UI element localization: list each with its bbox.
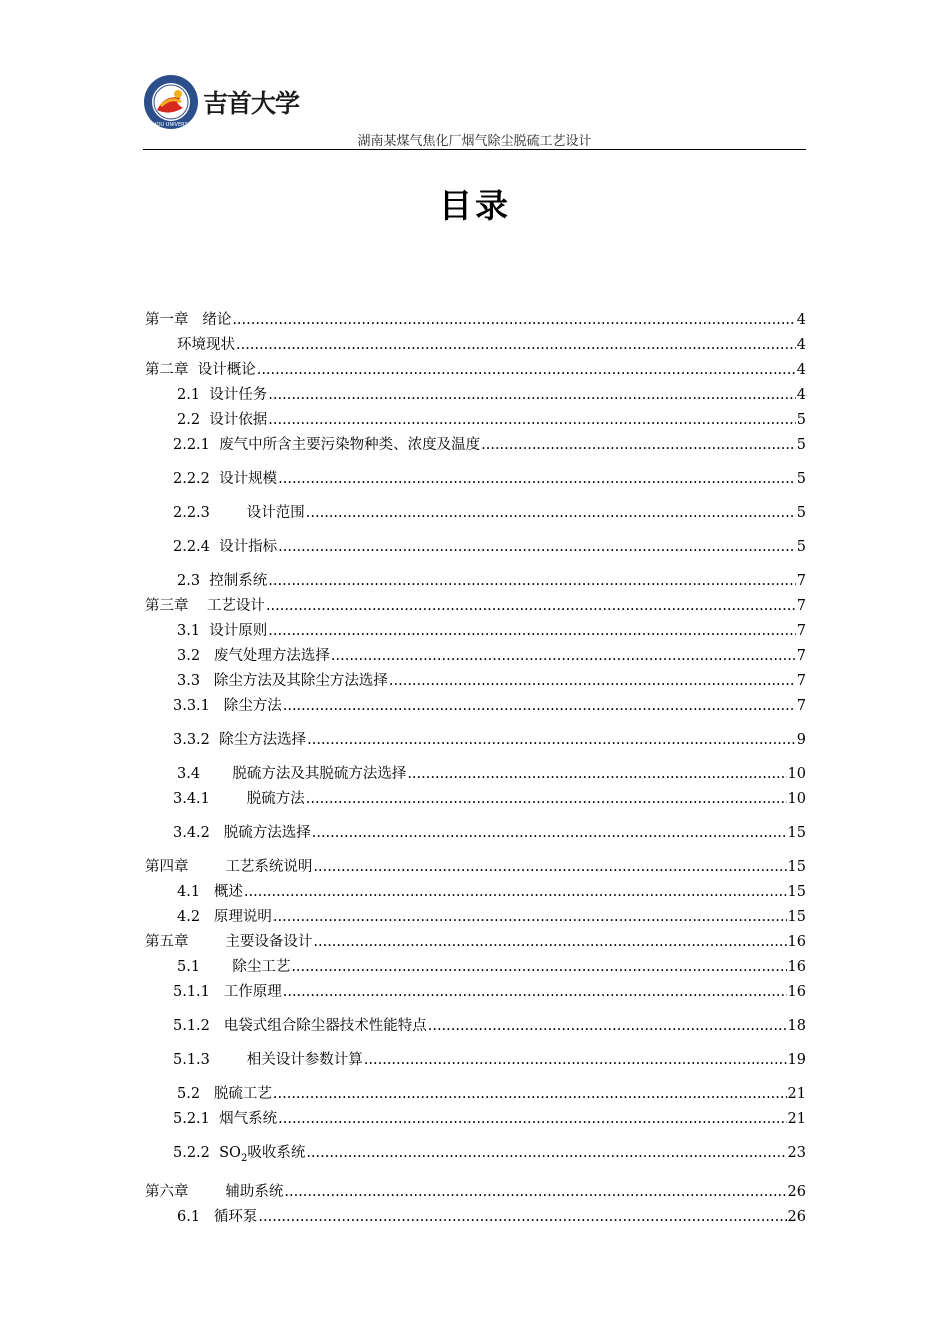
toc-entry-number: 2.2.3 [173, 505, 210, 521]
toc-entry-spacing [210, 1107, 219, 1132]
toc-entry-number: 3.1 [177, 623, 201, 639]
toc-entry-label: 绪论 [202, 312, 232, 328]
toc-entry-spacing [189, 594, 207, 619]
toc-entry-label-prefix: SO [219, 1145, 241, 1161]
toc-entry[interactable] [145, 594, 806, 619]
toc-entry-label: 环境现状 [177, 337, 235, 353]
toc-entry-spacing [210, 467, 219, 492]
toc-entry-page: 21 [787, 1111, 806, 1127]
toc-entry-number: 第四章 [145, 859, 189, 875]
toc-entry[interactable] [145, 333, 806, 358]
toc-entry-number: 3.3.1 [173, 698, 210, 714]
toc-entry-label: 脱硫方法选择 [223, 825, 311, 841]
toc-entry-spacing [200, 905, 214, 930]
toc-entry-spacing [210, 821, 224, 846]
toc-entry-label: 设计规模 [219, 471, 278, 487]
toc-entry-spacing [200, 669, 214, 694]
toc-entry-spacing [210, 980, 224, 1005]
toc-entry-page: 9 [796, 732, 806, 748]
toc-entry-number: 4.2 [177, 909, 201, 925]
toc-entry[interactable] [145, 1014, 806, 1039]
toc-entry-number: 6.1 [177, 1208, 201, 1225]
toc-dot-leader [428, 1014, 787, 1039]
toc-dot-leader [313, 855, 786, 880]
toc-entry-page: 15 [787, 909, 806, 925]
toc-entry-page: 16 [787, 934, 806, 950]
toc-entry-page: 19 [787, 1052, 806, 1068]
toc-entry-spacing [189, 1180, 226, 1205]
toc-entry-number: 3.3.2 [173, 732, 210, 748]
toc-entry-spacing [200, 955, 232, 980]
toc-entry-spacing [200, 383, 209, 408]
toc-entry-label: 控制系统 [209, 573, 268, 589]
toc-entry-spacing [210, 694, 224, 719]
toc-entry-label: 概述 [213, 884, 243, 900]
university-seal-icon [143, 74, 199, 130]
toc-dot-leader [306, 501, 796, 526]
toc-entry[interactable] [145, 855, 806, 880]
toc-entry-number: 3.4 [177, 766, 201, 782]
toc-entry[interactable] [145, 787, 806, 812]
toc-entry-page: 7 [796, 698, 806, 714]
toc-entry[interactable] [145, 1205, 806, 1230]
toc-entry-number: 3.3 [177, 673, 201, 689]
toc-entry-page: 10 [787, 791, 806, 807]
toc-entry-page: 7 [796, 573, 806, 589]
toc-entry-spacing [189, 308, 203, 333]
toc-entry-spacing [189, 930, 226, 955]
toc-dot-leader [268, 383, 795, 408]
toc-entry-page: 7 [796, 648, 806, 664]
toc-dot-leader [266, 594, 796, 619]
toc-entry-number: 5.2.1 [173, 1111, 210, 1127]
toc-entry-spacing [210, 501, 247, 526]
toc-dot-leader [244, 880, 787, 905]
toc-dot-leader [273, 1082, 787, 1107]
toc-entry-number: 第一章 [145, 312, 189, 328]
toc-entry-number: 5.1 [177, 959, 201, 975]
toc-entry[interactable] [145, 535, 806, 560]
toc-dot-leader [268, 619, 795, 644]
toc-entry-number: 5.1.2 [173, 1018, 210, 1034]
toc-dot-leader [232, 308, 795, 333]
toc-entry[interactable] [145, 644, 806, 669]
toc-dot-leader [364, 1048, 787, 1073]
toc-entry-page: 26 [787, 1208, 806, 1225]
toc-entry-spacing [200, 644, 214, 669]
toc-entry-number: 2.2.1 [173, 437, 210, 453]
toc-entry[interactable] [145, 728, 806, 753]
toc-entry-label-text: 吸收系统 [247, 1145, 306, 1161]
toc-entry-spacing [210, 1014, 224, 1039]
toc-entry-label: 设计依据 [209, 412, 268, 428]
toc-entry-page: 7 [796, 598, 806, 614]
toc-entry-page: 4 [796, 337, 806, 353]
toc-entry-page: 15 [787, 859, 806, 875]
toc-entry-page: 21 [787, 1086, 806, 1102]
university-logo [143, 72, 299, 132]
university-name: 吉首大学 [203, 89, 300, 118]
toc-entry-label: 废气处理方法选择 [213, 648, 330, 664]
toc-entry[interactable] [145, 694, 806, 719]
toc-entry[interactable] [145, 955, 806, 980]
toc-dot-leader [278, 535, 796, 560]
toc-entry-page: 5 [796, 471, 806, 487]
toc-entry[interactable] [145, 980, 806, 1005]
toc-entry[interactable] [145, 1180, 806, 1205]
toc-entry-spacing [189, 855, 226, 880]
toc-entry-label: 除尘方法及其除尘方法选择 [213, 673, 388, 689]
toc-entry[interactable] [145, 619, 806, 644]
toc-entry-spacing [200, 880, 214, 905]
toc-dot-leader [273, 905, 787, 930]
toc-entry[interactable] [145, 569, 806, 594]
toc-entry-label: 设计概论 [197, 362, 256, 378]
toc-dot-leader [407, 762, 786, 787]
toc-dot-leader [331, 644, 796, 669]
toc-entry-label: 废气中所含主要污染物种类、浓度及温度 [219, 437, 481, 453]
toc-dot-leader [236, 333, 796, 358]
toc-dot-leader [268, 408, 795, 433]
toc-dot-leader [257, 358, 796, 383]
toc-entry-label: 脱硫方法及其脱硫方法选择 [232, 766, 407, 782]
toc-entry[interactable] [145, 821, 806, 846]
toc-entry[interactable] [145, 1141, 806, 1171]
toc-entry-spacing [210, 728, 219, 753]
toc-entry-label: 设计任务 [209, 387, 268, 403]
toc-entry-page: 5 [796, 505, 806, 521]
toc-dot-leader [306, 1141, 786, 1166]
toc-entry-number: 2.2 [177, 412, 201, 428]
toc-entry-spacing [210, 535, 219, 560]
toc-entry-number: 第二章 [145, 362, 189, 378]
toc-dot-leader [284, 1180, 786, 1205]
toc-entry-page: 4 [796, 312, 806, 328]
toc-entry-label: 设计范围 [246, 505, 305, 521]
toc-entry[interactable] [145, 408, 806, 433]
toc-entry-page: 23 [787, 1145, 806, 1161]
toc-entry-label: 工艺系统说明 [225, 859, 313, 875]
toc-entry[interactable] [145, 358, 806, 383]
toc-dot-leader [307, 728, 796, 753]
toc-entry-page: 5 [796, 539, 806, 555]
toc-dot-leader [268, 569, 795, 594]
toc-entry[interactable] [145, 1082, 806, 1107]
toc-dot-leader [278, 467, 796, 492]
toc-dot-leader [258, 1205, 786, 1230]
toc-dot-leader [278, 1107, 786, 1132]
toc-entry-spacing [210, 1141, 219, 1166]
toc-entry[interactable] [145, 1048, 806, 1073]
toc-entry-page: 7 [796, 623, 806, 639]
toc-entry-spacing [200, 762, 232, 787]
toc-entry-spacing [200, 619, 209, 644]
toc-entry[interactable] [145, 930, 806, 955]
toc-entry-label: 电袋式组合除尘器技术性能特点 [223, 1018, 427, 1034]
toc-entry-number: 5.1.1 [173, 984, 210, 1000]
toc-entry[interactable] [145, 762, 806, 787]
toc-entry-spacing [210, 433, 219, 458]
toc-entry-page: 5 [796, 412, 806, 428]
toc-entry-page: 15 [787, 825, 806, 841]
toc-dot-leader [283, 694, 796, 719]
toc-entry-label-subscript: 2 [240, 1152, 248, 1164]
toc-entry-page: 26 [787, 1183, 806, 1200]
toc-entry-page: 16 [787, 959, 806, 975]
toc-entry-number: 4.1 [177, 884, 201, 900]
toc-entry-label: 辅助系统 [225, 1183, 284, 1200]
toc-entry-number: 2.2.2 [173, 471, 210, 487]
toc-entry-page: 18 [787, 1018, 806, 1034]
toc-entry-spacing [200, 408, 209, 433]
toc-entry-page: 5 [796, 437, 806, 453]
toc-entry-page: 15 [787, 884, 806, 900]
toc-entry-number: 第六章 [145, 1183, 189, 1200]
toc-entry-label: 主要设备设计 [225, 934, 313, 950]
toc-entry-page: 16 [787, 984, 806, 1000]
toc-dot-leader [283, 980, 787, 1005]
toc-entry-spacing [200, 1082, 214, 1107]
toc-entry[interactable] [145, 669, 806, 694]
toc-entry-number: 3.4.2 [173, 825, 210, 841]
toc-entry-spacing [210, 787, 247, 812]
toc-entry-label: 脱硫工艺 [213, 1086, 272, 1102]
toc-entry-label: 脱硫方法 [246, 791, 305, 807]
toc-entry-number: 5.2 [177, 1086, 201, 1102]
toc-dot-leader [306, 787, 787, 812]
toc-dot-leader [291, 955, 786, 980]
toc-entry-number: 2.2.4 [173, 539, 210, 555]
toc-entry-label: 原理说明 [213, 909, 272, 925]
toc-entry-number: 第五章 [145, 934, 189, 950]
toc-entry[interactable] [145, 308, 806, 333]
toc-entry[interactable] [145, 467, 806, 492]
toc-entry[interactable] [145, 501, 806, 526]
toc-dot-leader [481, 433, 796, 458]
toc-entry-spacing [200, 569, 209, 594]
toc-entry-page: 7 [796, 673, 806, 689]
toc-entry-label: 相关设计参数计算 [246, 1052, 363, 1068]
toc-entry[interactable] [145, 383, 806, 408]
toc-entry[interactable] [145, 433, 806, 458]
header-divider [143, 149, 806, 150]
toc-entry-label: 烟气系统 [219, 1111, 278, 1127]
toc-entry-label: 工艺设计 [206, 598, 265, 614]
toc-entry[interactable] [145, 880, 806, 905]
toc-entry-page: 10 [787, 766, 806, 782]
toc-entry-page: 4 [796, 387, 806, 403]
toc-entry-number: 3.4.1 [173, 791, 210, 807]
toc-entry-label: 除尘方法 [223, 698, 282, 714]
toc-entry-spacing [200, 1205, 214, 1230]
toc-entry[interactable] [145, 1107, 806, 1132]
toc-entry-number: 2.3 [177, 573, 201, 589]
toc-entry-page: 4 [796, 362, 806, 378]
toc-entry-spacing [210, 1048, 247, 1073]
toc-dot-leader [313, 930, 786, 955]
toc-entry-label: 设计指标 [219, 539, 278, 555]
toc-entry-number: 5.1.3 [173, 1052, 210, 1068]
toc-entry-number: 5.2.2 [173, 1145, 210, 1161]
toc-dot-leader [389, 669, 796, 694]
table-of-contents [145, 308, 806, 1230]
toc-entry-label: 除尘工艺 [232, 959, 291, 975]
seal-text: JISHOU UNIVERSITY [146, 122, 196, 128]
toc-entry-number: 2.1 [177, 387, 201, 403]
toc-entry-label: 设计原则 [209, 623, 268, 639]
toc-entry-label: 除尘方法选择 [219, 732, 307, 748]
toc-entry-spacing [189, 358, 198, 383]
toc-dot-leader [312, 821, 787, 846]
toc-entry-label: 工作原理 [223, 984, 282, 1000]
running-header: 湖南某煤气焦化厂烟气除尘脱硫工艺设计 [357, 134, 592, 149]
toc-entry[interactable] [145, 905, 806, 930]
toc-entry-label: 循环泵 [213, 1208, 258, 1225]
page-title: 目录 [439, 186, 511, 225]
toc-entry-number: 3.2 [177, 648, 201, 664]
toc-entry-label [219, 1141, 305, 1171]
toc-entry-number: 第三章 [145, 598, 189, 614]
